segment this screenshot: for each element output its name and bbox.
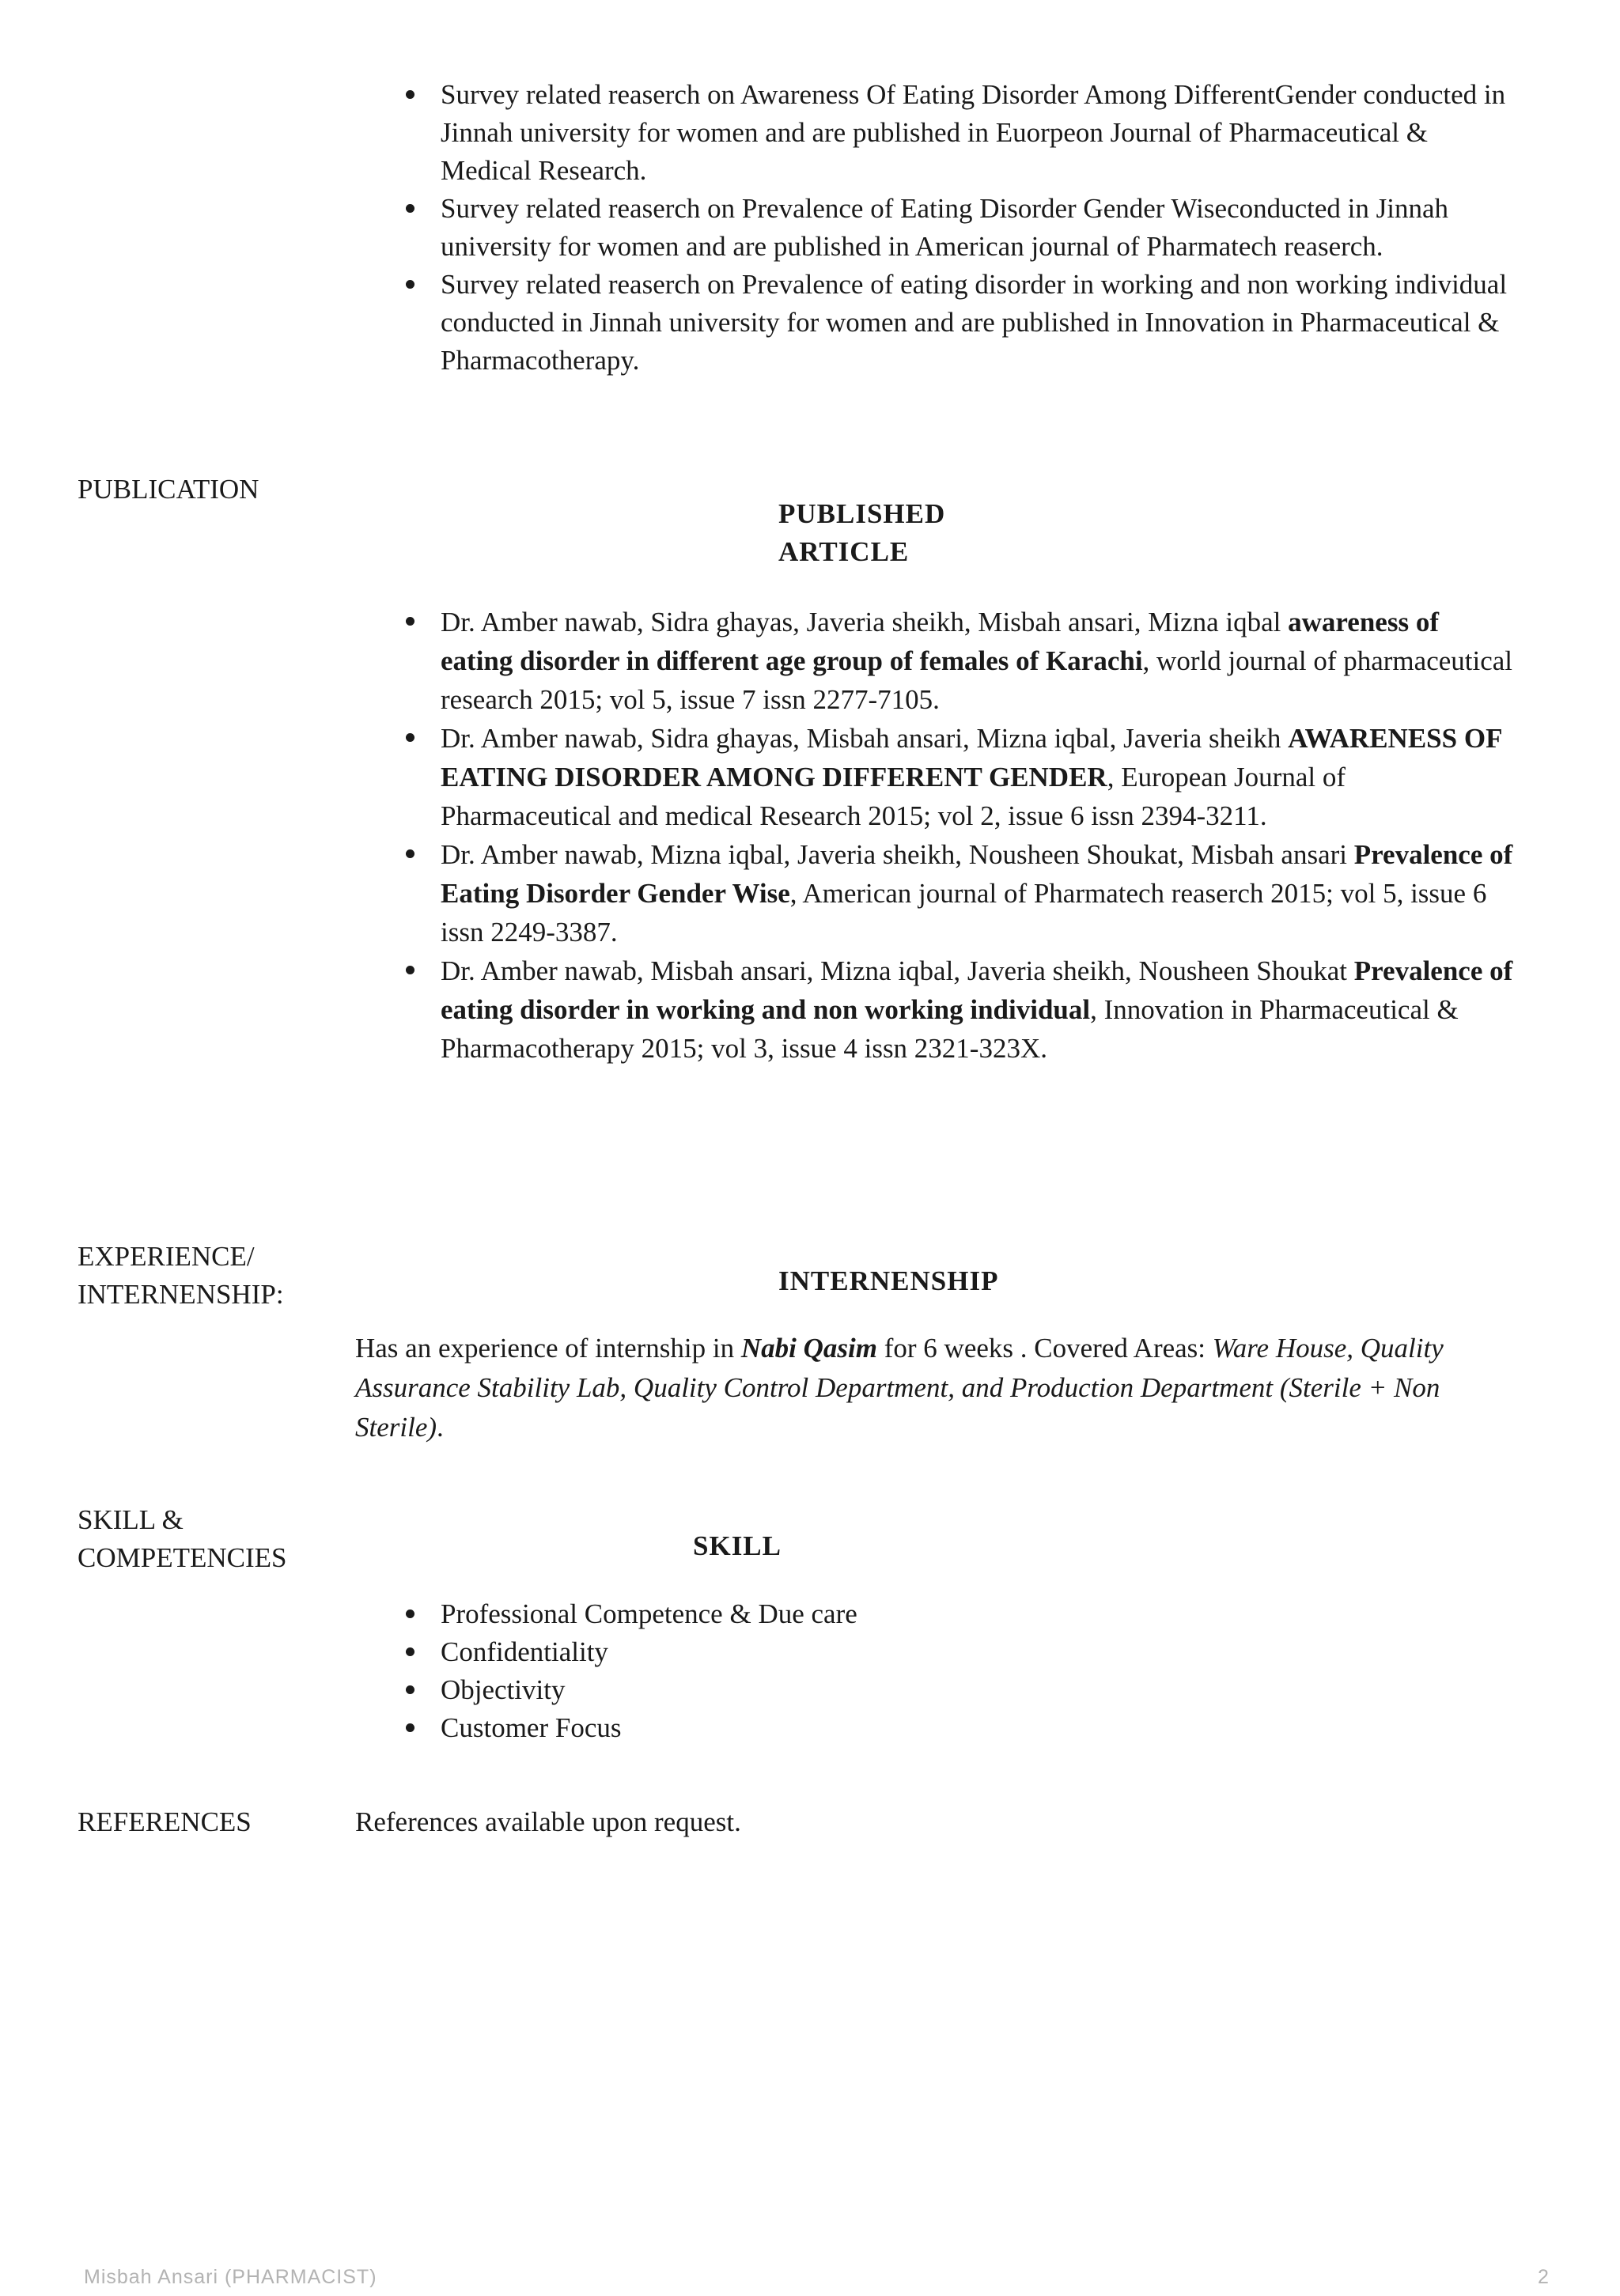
bullet-icon [406,204,414,213]
skill-text: Professional Competence & Due care [441,1598,857,1629]
survey-item-text: Survey related reaserch on Prevalence of eating disorder in working and non working individual conducted in Jinnah university for women and are published in Innovation in Pharmaceutical & Pharmacotherapy. [441,269,1508,376]
article-journal: , Innovation in Pharmaceutical & Pharmacotherapy 2015; vol 3, issue 4 issn 2321-323X. [441,994,1459,1064]
bullet-icon [406,733,414,742]
survey-item-text: Survey related reaserch on Awareness Of Eating Disorder Among DifferentGender conducted in Jinnah university for women and are published in Euorpeon Journal of Pharmaceutical & Medical Research. [441,79,1506,186]
internship-text: for 6 weeks . Covered Areas: [877,1333,1213,1364]
article-title: awareness of eating disorder in different age group of females of Karachi [441,607,1439,676]
article-title: Prevalence of Eating Disorder Gender Wise [441,839,1513,909]
internship-text: . [437,1412,444,1443]
article-item [406,835,1513,951]
bullet-icon [406,90,414,99]
bullet-icon [406,280,414,289]
bullet-icon [406,966,414,974]
article-authors: Dr. Amber nawab, Sidra ghayas, Javeria sheikh, Misbah ansari, Mizna iqbal [441,607,1289,637]
label-line: INTERNENSHIP: [78,1279,284,1310]
skill-heading: SKILL [693,1530,782,1561]
label-line: EXPERIENCE/ [78,1241,255,1272]
bullet-icon [406,1647,414,1656]
survey-research-list [406,76,1513,380]
internship-description [355,1329,1510,1447]
label-line: COMPETENCIES [78,1542,287,1573]
skill-item [406,1671,1355,1709]
list-item [406,76,1513,190]
article-authors: Dr. Amber nawab, Mizna iqbal, Javeria sheikh, Nousheen Shoukat, Misbah ansari [441,839,1354,870]
published-articles-list [406,603,1513,1068]
internship-heading: INTERNENSHIP [778,1265,999,1296]
article-item [406,603,1513,719]
article-item [406,951,1513,1068]
skill-item [406,1633,1355,1671]
article-authors: Dr. Amber nawab, Sidra ghayas, Misbah ansari, Mizna iqbal, Javeria sheikh [441,723,1289,754]
internship-areas: Ware House, Quality Assurance Stability Lab, Quality Control Department, and Production Department (Sterile + Non Sterile) [355,1333,1444,1443]
bullet-icon [406,1609,414,1618]
article-item [406,719,1513,835]
article-authors: Dr. Amber nawab, Misbah ansari, Mizna iqbal, Javeria sheikh, Nousheen Shoukat [441,955,1354,986]
label-line: SKILL & [78,1504,184,1535]
skills-list [406,1595,1355,1747]
skill-item [406,1709,1355,1747]
section-label-experience [78,1238,362,1314]
bullet-icon [406,617,414,626]
article-journal: , world journal of pharmaceutical research 2015; vol 5, issue 7 issn 2277-7105. [441,645,1513,715]
article-title: AWARENESS OF EATING DISORDER AMONG DIFFERENT GENDER [441,723,1502,792]
article-title: Prevalence of eating disorder in working and non working individual [441,955,1513,1025]
skill-text: Objectivity [441,1674,566,1705]
article-journal: , American journal of Pharmatech reaserch 2015; vol 5, issue 6 issn 2249-3387. [441,878,1487,948]
section-label-references: REFERENCES [78,1806,252,1837]
footer-page-number: 2 [1538,2266,1550,2288]
references-text: References available upon request. [355,1806,741,1837]
skill-text: Customer Focus [441,1712,622,1743]
internship-text: Has an experience of internship in [355,1333,741,1364]
skill-text: Confidentiality [441,1636,608,1667]
bullet-icon [406,1723,414,1732]
list-item [406,266,1513,380]
heading-line: PUBLISHED [778,498,946,529]
footer-name: Misbah Ansari (PHARMACIST) [84,2266,377,2288]
article-journal: , European Journal of Pharmaceutical and medical Research 2015; vol 2, issue 6 issn 2394-3211. [441,762,1346,831]
heading-line: ARTICLE [778,536,910,567]
internship-company: Nabi Qasim [740,1333,877,1364]
section-label-publication: PUBLICATION [78,474,259,505]
bullet-icon [406,849,414,858]
skill-item [406,1595,1355,1633]
list-item [406,190,1513,266]
bullet-icon [406,1685,414,1694]
survey-item-text: Survey related reaserch on Prevalence of Eating Disorder Gender Wiseconducted in Jinnah university for women and are published in American journal of Pharmatech reaserch. [441,193,1448,262]
published-article-heading [778,495,945,571]
section-label-skills [78,1501,362,1577]
